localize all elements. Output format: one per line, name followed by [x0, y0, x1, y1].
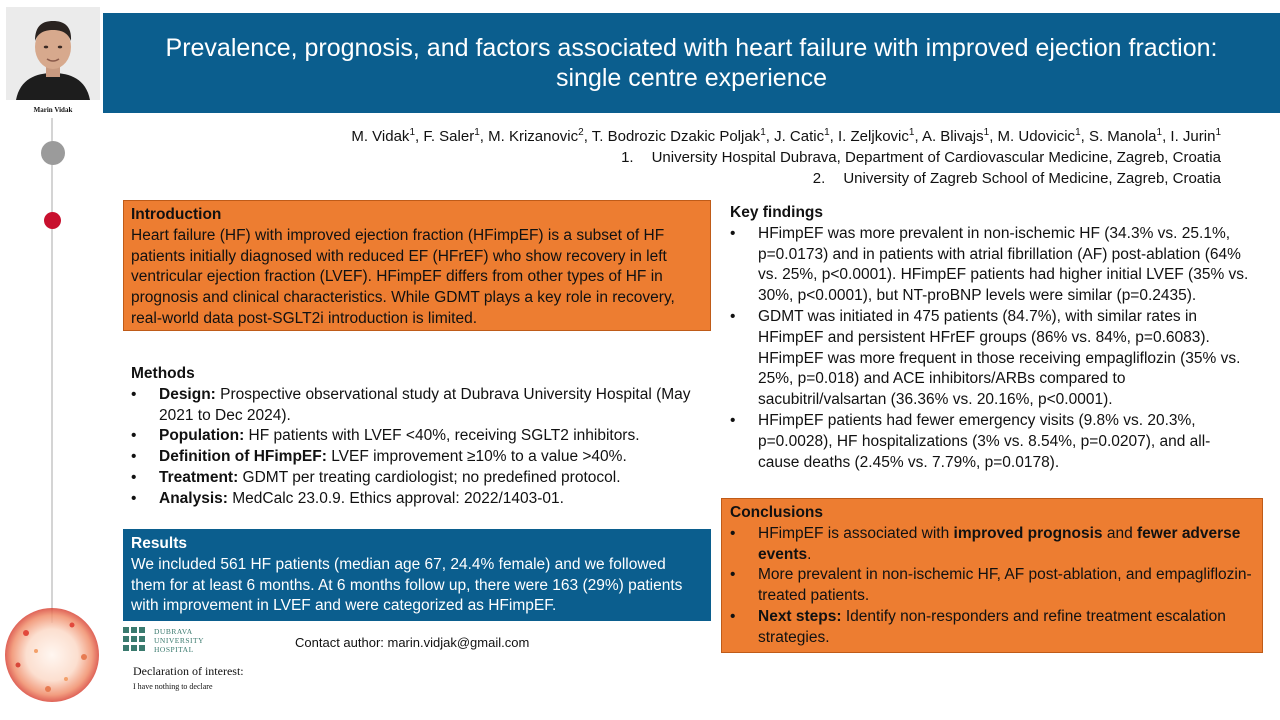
author: M. Udovicic$^1$,	[997, 127, 1089, 145]
author: M. Krizanovic$^2$,	[488, 127, 592, 145]
key-findings-list	[730, 224, 1249, 474]
authors-block	[351, 122, 1221, 189]
list-item: • Analysis: MedCalc 23.0.9. Ethics approval: 2022/1403-01.	[131, 489, 564, 507]
list-item: • Treatment: GDMT per treating cardiologist; no predefined protocol.	[131, 468, 621, 486]
list-item: • Next steps: Identify non-responders and refine treatment escalation strategies.	[730, 607, 1226, 646]
key-findings-section	[722, 203, 1257, 473]
affiliation: 2. University of Zagreb School of Medicine, Zagreb, Croatia	[812, 170, 1221, 187]
list-item: • HFimpEF patients had fewer emergency visits (9.8% vs. 20.3%, p=0.0028), HF hospitalizations (3% vs. 8.54%, p=0.0207), and all-cause deaths (2.45% vs. 7.79%, p=0.0178).	[730, 411, 1211, 471]
hospital-logo-icon	[122, 626, 150, 654]
affiliation: 1. University Hospital Dubrava, Department of Cardiovascular Medicine, Zagreb, Croatia	[621, 149, 1221, 166]
presenter-photo	[6, 7, 100, 100]
timeline-line	[51, 118, 53, 623]
conclusions-list	[730, 524, 1254, 649]
declaration-of-interest	[133, 664, 244, 691]
introduction-text: Heart failure (HF) with improved ejection fraction (HFimpEF) is a subset of HF patients initially diagnosed with reduced EF (HFrEF) who show recovery in left ventricular ejection fraction (LVEF). HFimpEF differs from other types of HF in prognosis and clinical characteristics. While GDMT plays a key role in recovery, real-world data post-SGLT2i introduction is limited.	[131, 226, 675, 327]
introduction-heading: Introduction	[131, 206, 222, 223]
list-item: • GDMT was initiated in 475 patients (84.7%), with similar rates in HFimpEF and persistent HFrEF groups (86% vs. 84%, p=0.6083). HFimpEF was more frequent in those receiving empagliflozin (35% vs. 25%, p=0.018) and ACE inhibitors/ARBs compared to sacubitril/valsartan (36.36% vs. 20.16%, p<0.0001).	[730, 307, 1241, 409]
list-item: • More prevalent in non-ischemic HF, AF post-ablation, and empagliflozin-treated patients.	[730, 566, 1252, 605]
introduction-box	[123, 200, 711, 331]
author: I. Jurin$^1$	[1170, 127, 1221, 145]
conclusions-box	[721, 498, 1263, 653]
list-item: • HFimpEF is associated with improved prognosis and fewer adverse events.	[730, 524, 1241, 563]
author-list	[351, 122, 1221, 147]
poster-title: Prevalence, prognosis, and factors associated with heart failure with improved ejection fraction: single centre experience	[165, 34, 1218, 92]
author: F. Saler$^1$,	[423, 127, 489, 145]
author: J. Catic$^1$,	[774, 127, 839, 145]
results-text: We included 561 HF patients (median age 67, 24.4% female) and we followed them for at least 6 months. At 6 months follow up, there were 163 (29%) patients with improvement in LVEF and were categorized as HFimpEF.	[131, 555, 683, 615]
list-item: • Definition of HFimpEF: LVEF improvement ≥10% to a value >40%.	[131, 448, 627, 466]
list-item: • Population: HF patients with LVEF <40%, receiving SGLT2 inhibitors.	[131, 427, 640, 445]
methods-section	[123, 362, 711, 512]
author: S. Manola$^1$,	[1088, 127, 1171, 145]
title-banner	[103, 13, 1280, 113]
conclusions-heading: Conclusions	[730, 504, 824, 521]
methods-heading: Methods	[131, 365, 195, 382]
presenter-name: Marin Vidak	[33, 106, 73, 114]
affiliation-list	[351, 147, 1221, 189]
hospital-logo-text: DUBRAVA UNIVERSITY HOSPITAL	[154, 626, 204, 654]
author: I. Zeljkovic$^1$,	[838, 127, 922, 145]
hospital-logo	[122, 626, 204, 654]
author: M. Vidak$^1$,	[351, 127, 424, 145]
author: A. Blivajs$^1$,	[921, 127, 998, 145]
declaration-text: I have nothing to declare	[133, 682, 213, 691]
author: T. Bodrozic Dzakic Poljak$^1$,	[591, 127, 775, 145]
declaration-heading: Declaration of interest:	[133, 664, 244, 678]
list-item: • Design: Prospective observational study at Dubrava University Hospital (May 2021 to Dec 2024).	[131, 385, 691, 424]
timeline-dot-red	[44, 212, 61, 229]
decorative-sphere-graphic	[2, 605, 102, 710]
results-heading: Results	[131, 535, 187, 552]
results-box	[123, 529, 711, 621]
methods-list	[131, 385, 703, 510]
key-findings-heading: Key findings	[730, 204, 824, 221]
list-item: • HFimpEF was more prevalent in non-ischemic HF (34.3% vs. 25.1%, p=0.0173) and in patients with atrial fibrillation (AF) post-ablation (64% vs. 25%, p<0.0001). HFimpEF patients had higher initial LVEF (35% vs. 30%, p<0.0001), but NT-proBNP levels were similar (p=0.2435).	[730, 224, 1249, 305]
timeline-dot-grey	[41, 141, 65, 165]
contact-author: Contact author: marin.vidjak@gmail.com	[295, 635, 530, 650]
